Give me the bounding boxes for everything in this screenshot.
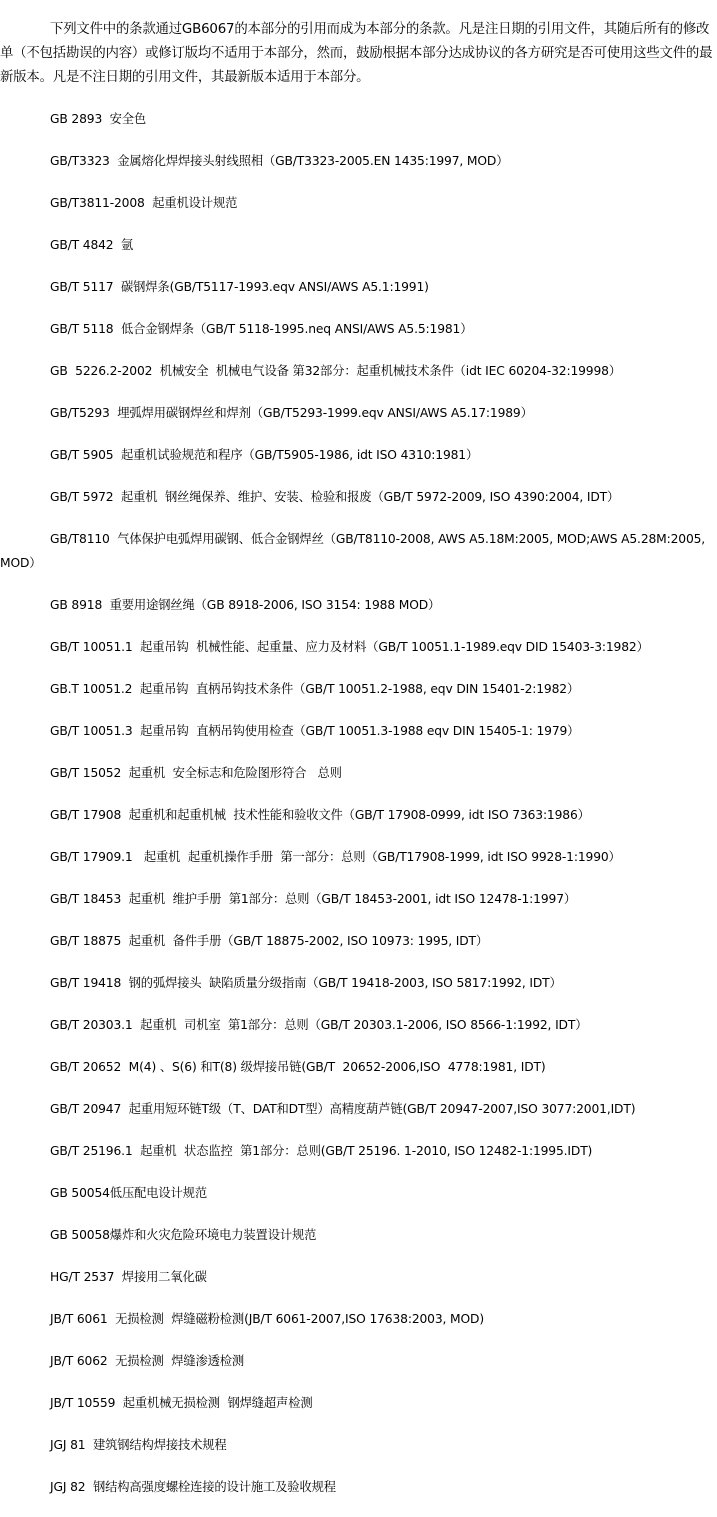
reference-gb-t-20303-1: GB/T 20303.1 起重机 司机室 第1部分：总则（GB/T 20303.1-2006, ISO 8566-1:1992, IDT）	[50, 1018, 588, 1032]
reference-gb-t-5972: GB/T 5972 起重机 钢丝绳保养、维护、安装、检验和报废（GB/T 5972-2009, ISO 4390:2004, IDT）	[50, 490, 620, 504]
reference-gb-t-18875: GB/T 18875 起重机 备件手册（GB/T 18875-2002, ISO 10973: 1995, IDT）	[50, 934, 489, 948]
reference-jb-t-6062: JB/T 6062 无损检测 焊缝渗透检测	[50, 1354, 245, 1368]
reference-gb-t-18453: GB/T 18453 起重机 维护手册 第1部分：总则（GB/T 18453-2001, idt ISO 12478-1:1997）	[50, 892, 577, 906]
reference-gb-t-5293: GB/T5293 埋弧焊用碳钢焊丝和焊剂（GB/T5293-1999.eqv ANSI/AWS A5.17:1989）	[50, 406, 533, 420]
reference-gb-t-10051-3: GB/T 10051.3 起重吊钩 直柄吊钩使用检查（GB/T 10051.3-1988 eqv DIN 15405-1: 1979）	[50, 724, 580, 738]
reference-gb-2893: GB 2893 安全色	[50, 112, 147, 126]
reference-gb-t-5118: GB/T 5118 低合金钢焊条（GB/T 5118-1995.neq ANSI/AWS A5.5:1981）	[50, 322, 473, 336]
reference-gb-t-5117: GB/T 5117 碳钢焊条(GB/T5117-1993.eqv ANSI/AWS A5.1:1991)	[50, 280, 429, 294]
reference-gb-50058: GB 50058爆炸和火灾危险环境电力装置设计规范	[50, 1228, 317, 1242]
reference-gb-8918: GB 8918 重要用途钢丝绳（GB 8918-2006, ISO 3154: 1988 MOD）	[50, 598, 441, 612]
reference-gb-t-4842: GB/T 4842 氩	[50, 238, 134, 252]
normative-reference-list	[0, 107, 717, 1517]
reference-gb-t-19418: GB/T 19418 钢的弧焊接头 缺陷质量分级指南（GB/T 19418-2003, ISO 5817:1992, IDT）	[50, 976, 562, 990]
reference-gb-t-17908: GB/T 17908 起重机和起重机械 技术性能和验收文件（GB/T 17908-0999, idt ISO 7363:1986）	[50, 808, 590, 822]
reference-gb-t-8110: GB/T8110 气体保护电弧焊用碳钢、低合金钢焊丝（GB/T8110-2008, AWS A5.18M:2005, MOD;AWS A5.28M:2005, MOD）	[0, 532, 709, 570]
reference-hg-t-2537: HG/T 2537 焊接用二氧化碳	[50, 1270, 207, 1284]
reference-gb-t-3811: GB/T3811-2008 起重机设计规范	[50, 196, 238, 210]
reference-gb-t-17909-1: GB/T 17909.1 起重机 起重机操作手册 第一部分：总则（GB/T17908-1999, idt ISO 9928-1:1990）	[50, 850, 621, 864]
reference-gb-t-20652: GB/T 20652 M(4) 、S(6) 和T(8) 级焊接吊链(GB/T 20652-2006,ISO 4778:1981, IDT)	[50, 1060, 546, 1074]
intro-paragraph: 下列文件中的条款通过GB6067的本部分的引用而成为本部分的条款。凡是注日期的引用文件，其随后所有的修改单（不包括勘误的内容）或修订版均不适用于本部分，然而，鼓励根据本部分达成协议的各方研究是否可使用这些文件的最新版本。凡是不注日期的引用文件，其最新版本适用于本部分。	[0, 22, 713, 85]
reference-gb-t-5905: GB/T 5905 起重机试验规范和程序（GB/T5905-1986, idt ISO 4310:1981）	[50, 448, 479, 462]
reference-gb-t-3323: GB/T3323 金属熔化焊焊接头射线照相（GB/T3323-2005.EN 1435:1997, MOD）	[50, 154, 509, 168]
reference-jgj-81: JGJ 81 建筑钢结构焊接技术规程	[50, 1438, 227, 1452]
reference-gb-5226-2: GB 5226.2-2002 机械安全 机械电气设备 第32部分：起重机械技术条件（idt IEC 60204-32:19998）	[50, 364, 621, 378]
reference-gb-t-15052: GB/T 15052 起重机 安全标志和危险图形符合 总则	[50, 766, 342, 780]
reference-jb-t-10559: JB/T 10559 起重机械无损检测 钢焊缝超声检测	[50, 1396, 313, 1410]
reference-gb-t-10051-1: GB/T 10051.1 起重吊钩 机械性能、起重量、应力及材料（GB/T 10051.1-1989.eqv DID 15403-3:1982）	[50, 640, 649, 654]
reference-gb-50054: GB 50054低压配电设计规范	[50, 1186, 207, 1200]
reference-jgj-82: JGJ 82 钢结构高强度螺栓连接的设计施工及验收规程	[50, 1480, 336, 1494]
reference-jb-t-6061: JB/T 6061 无损检测 焊缝磁粉检测(JB/T 6061-2007,ISO 17638:2003, MOD)	[50, 1312, 484, 1326]
reference-gb-t-25196-1: GB/T 25196.1 起重机 状态监控 第1部分：总则(GB/T 25196. 1-2010, ISO 12482-1:1995.IDT)	[50, 1144, 593, 1158]
reference-gb-t-20947: GB/T 20947 起重用短环链T级（T、DAT和DT型）高精度葫芦链(GB/T 20947-2007,ISO 3077:2001,IDT)	[50, 1102, 636, 1116]
reference-gb-t-10051-2: GB.T 10051.2 起重吊钩 直柄吊钩技术条件（GB/T 10051.2-1988, eqv DIN 15401-2:1982）	[50, 682, 580, 696]
